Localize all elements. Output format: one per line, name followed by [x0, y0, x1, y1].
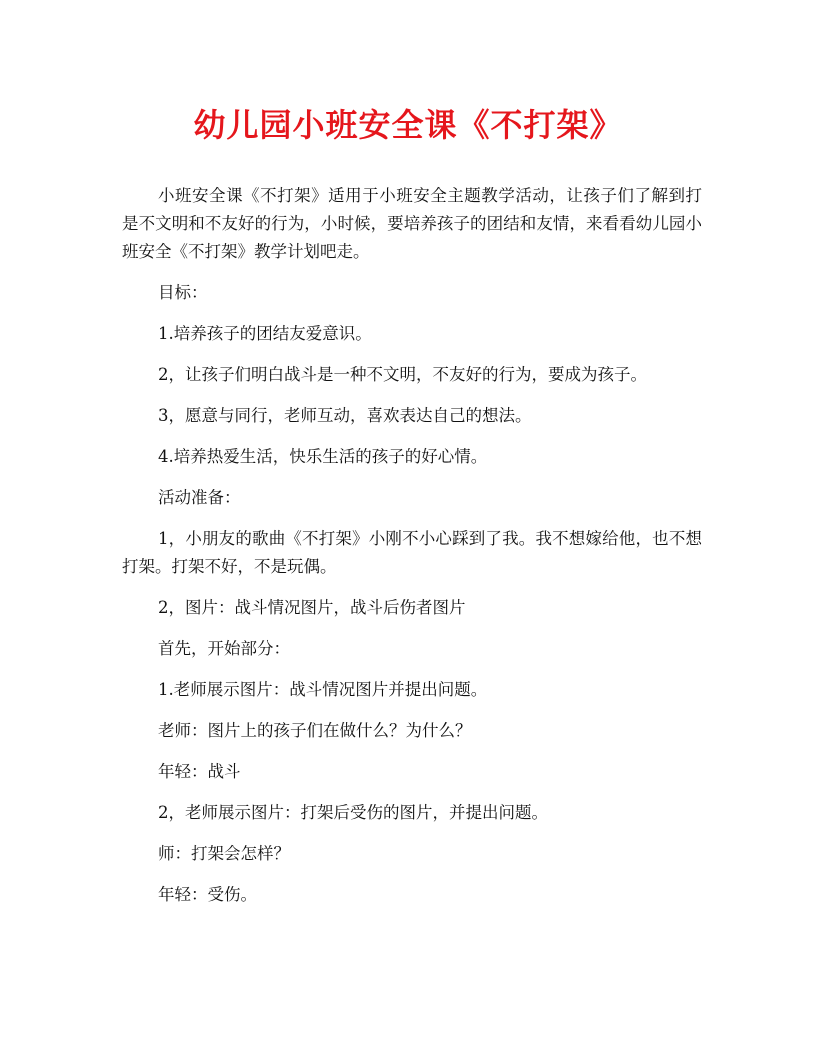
- document-body: [122, 182, 702, 922]
- section-heading-start: 首先，开始部分：: [158, 639, 290, 658]
- goals-heading: 目标：: [158, 283, 208, 302]
- dialogue-line: 师：打架会怎样？: [158, 844, 290, 863]
- dialogue-line: 年轻：战斗: [158, 762, 241, 781]
- goal-item-2: 2，让孩子们明白战斗是一种不文明，不友好的行为，要成为孩子。: [158, 365, 647, 384]
- intro-paragraph: 小班安全课《不打架》适用于小班安全主题教学活动，让孩子们了解到打是不文明和不友好的行为，小时候，要培养孩子的团结和友情，来看看幼儿园小班安全《不打架》教学计划吧走。: [122, 186, 702, 261]
- document-title: 幼儿园小班安全课《不打架》: [193, 106, 623, 144]
- preparation-item-2: 2，图片：战斗情况图片，战斗后伤者图片: [158, 598, 466, 617]
- dialogue-line: 老师：图片上的孩子们在做什么？为什么？: [158, 721, 472, 740]
- preparation-item-1: 1，小朋友的歌曲《不打架》小刚不小心踩到了我。我不想嫁给他，也不想打架。打架不好，不是玩偶。: [122, 529, 702, 576]
- goal-item-3: 3，愿意与同行，老师互动，喜欢表达自己的想法。: [158, 406, 532, 425]
- goal-item-4: 4.培养热爱生活，快乐生活的孩子的好心情。: [158, 447, 488, 466]
- dialogue-line: 年轻：受伤。: [158, 885, 257, 904]
- step-item-1: 1.老师展示图片：战斗情况图片并提出问题。: [158, 680, 488, 699]
- preparation-heading: 活动准备：: [158, 488, 241, 507]
- step-item-2: 2，老师展示图片：打架后受伤的图片，并提出问题。: [158, 803, 548, 822]
- goal-item-1: 1.培养孩子的团结友爱意识。: [158, 324, 372, 343]
